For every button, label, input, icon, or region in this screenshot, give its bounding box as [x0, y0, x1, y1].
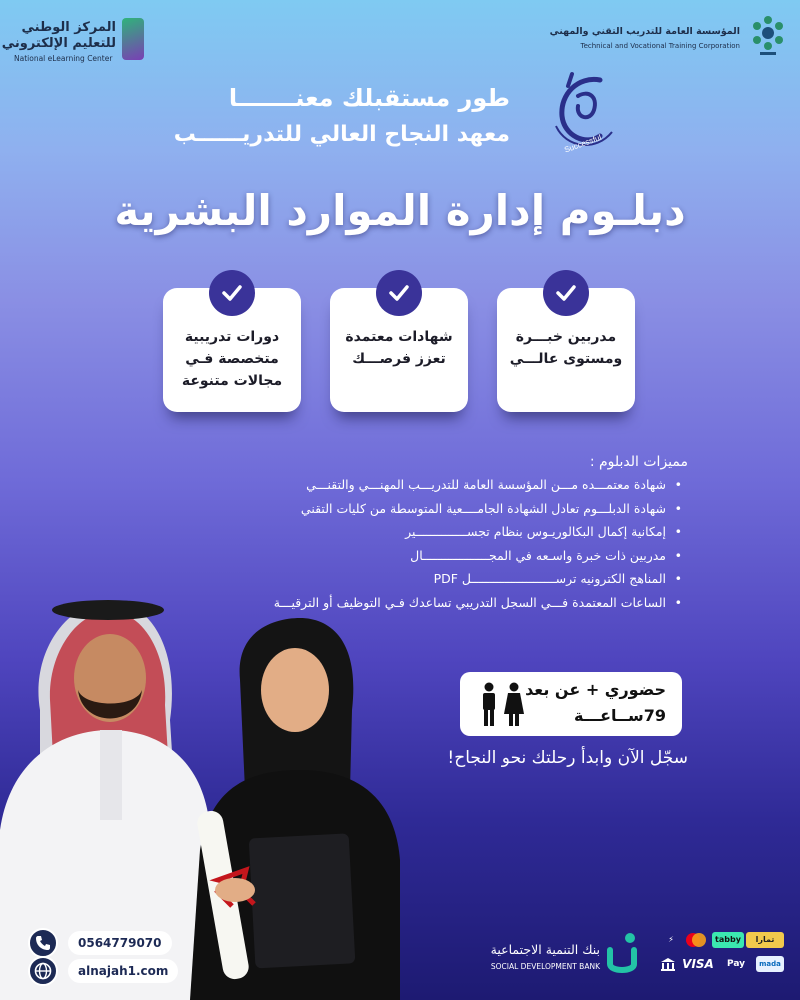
social-development-bank-logo	[462, 928, 640, 982]
contact-phone[interactable]	[28, 928, 178, 958]
list-item: • شهادة الدبلـــوم تعادل الشهادة الجامــــعية المتوسطة من كليات التقني	[128, 497, 688, 521]
sdb-logo-icon	[604, 932, 640, 978]
alnajah-logo-icon	[538, 66, 622, 158]
list-item: • مدربين ذات خبرة واسـعه في المجــــــــــــــــــال	[128, 544, 688, 568]
tvtc-mark-icon	[748, 12, 788, 58]
feature-card-certificates	[330, 288, 468, 412]
elearning-english: National eLearning Center	[14, 54, 113, 63]
institute-tagline: طور مستقبلك معنـــــــا	[228, 84, 510, 112]
attendance-hours: 79ســاعـــة	[574, 706, 666, 725]
call-to-action: سجّل الآن وابدأ رحلتك نحو النجاح!	[447, 748, 688, 768]
alnajah-calligraphy-logo	[538, 66, 622, 158]
contact-website[interactable]	[28, 956, 178, 986]
payment-mada: mada	[756, 956, 784, 972]
tvtc-english: Technical and Vocational Training Corporation	[580, 42, 740, 50]
phone-icon	[28, 928, 58, 958]
bank-building-icon	[660, 957, 676, 971]
payment-stc-icon: ⚡	[668, 935, 674, 944]
feature-card-text: مدربين خبـــرة ومستوى عالـــي	[509, 329, 623, 367]
alnajah-logo-text: Successful	[563, 132, 603, 155]
globe-icon	[28, 956, 58, 986]
elearning-arabic-line1: المركز الوطني	[21, 20, 116, 35]
attendance-box	[460, 672, 682, 736]
institute-name: معهد النجاح العالي للتدريــــــب	[173, 122, 510, 147]
check-icon	[209, 270, 255, 316]
elearning-mark-icon	[122, 18, 144, 60]
list-item: • شهادة معتمـــده مـــن المؤسسة العامة للتدريـــب المهنـــي والتقنـــي	[128, 473, 688, 497]
national-elearning-center-logo	[1, 18, 144, 66]
feature-card-trainers	[497, 288, 635, 412]
check-icon	[543, 270, 589, 316]
attendance-mode: حضوري + عن بعد	[525, 680, 666, 699]
feature-card-text: شهادات معتمدة تعزز فرصـــك	[345, 329, 453, 367]
woman-figure	[190, 618, 400, 1000]
tvtc-logo	[549, 12, 788, 62]
male-female-icon	[478, 682, 526, 728]
website-link[interactable]: alnajah1.com	[68, 959, 178, 983]
check-icon	[376, 270, 422, 316]
tvtc-arabic: المؤسسة العامة للتدريب التقني والمهني	[549, 26, 740, 37]
payment-tabby: tabby	[712, 932, 744, 948]
list-item: • إمكانية إكمال البكالوريـوس بنظام تجســــــــــــــير	[128, 520, 688, 544]
bank-arabic: بنك التنمية الاجتماعية	[490, 942, 600, 957]
payment-visa: VISA	[682, 957, 714, 971]
bank-english: SOCIAL DEVELOPMENT BANK	[490, 962, 600, 971]
feature-card-text: دورات تدريبية متخصصة فـي مجالات متنوعة	[181, 329, 283, 389]
features-title: مميزات الدبلوم :	[589, 454, 688, 470]
payment-tamara: تمارا	[746, 932, 784, 948]
payment-applepay: Pay	[726, 959, 746, 969]
list-item: • الساعات المعتمدة فـــي السجل التدريبي تساعدك فـي التوظيف أو الترقيـــة	[128, 591, 688, 615]
payment-methods	[656, 930, 786, 980]
feature-card-courses	[163, 288, 301, 412]
elearning-arabic-line2: للتعليم الإلكتروني	[1, 36, 116, 51]
list-item: • المناهج الكترونيه ترســـــــــــــــــــــــل PDF	[128, 567, 688, 591]
diploma-title: دبلـوم إدارة الموارد البشرية	[114, 186, 686, 235]
phone-number[interactable]: 0564779070	[68, 931, 172, 955]
mastercard-icon	[684, 932, 708, 948]
